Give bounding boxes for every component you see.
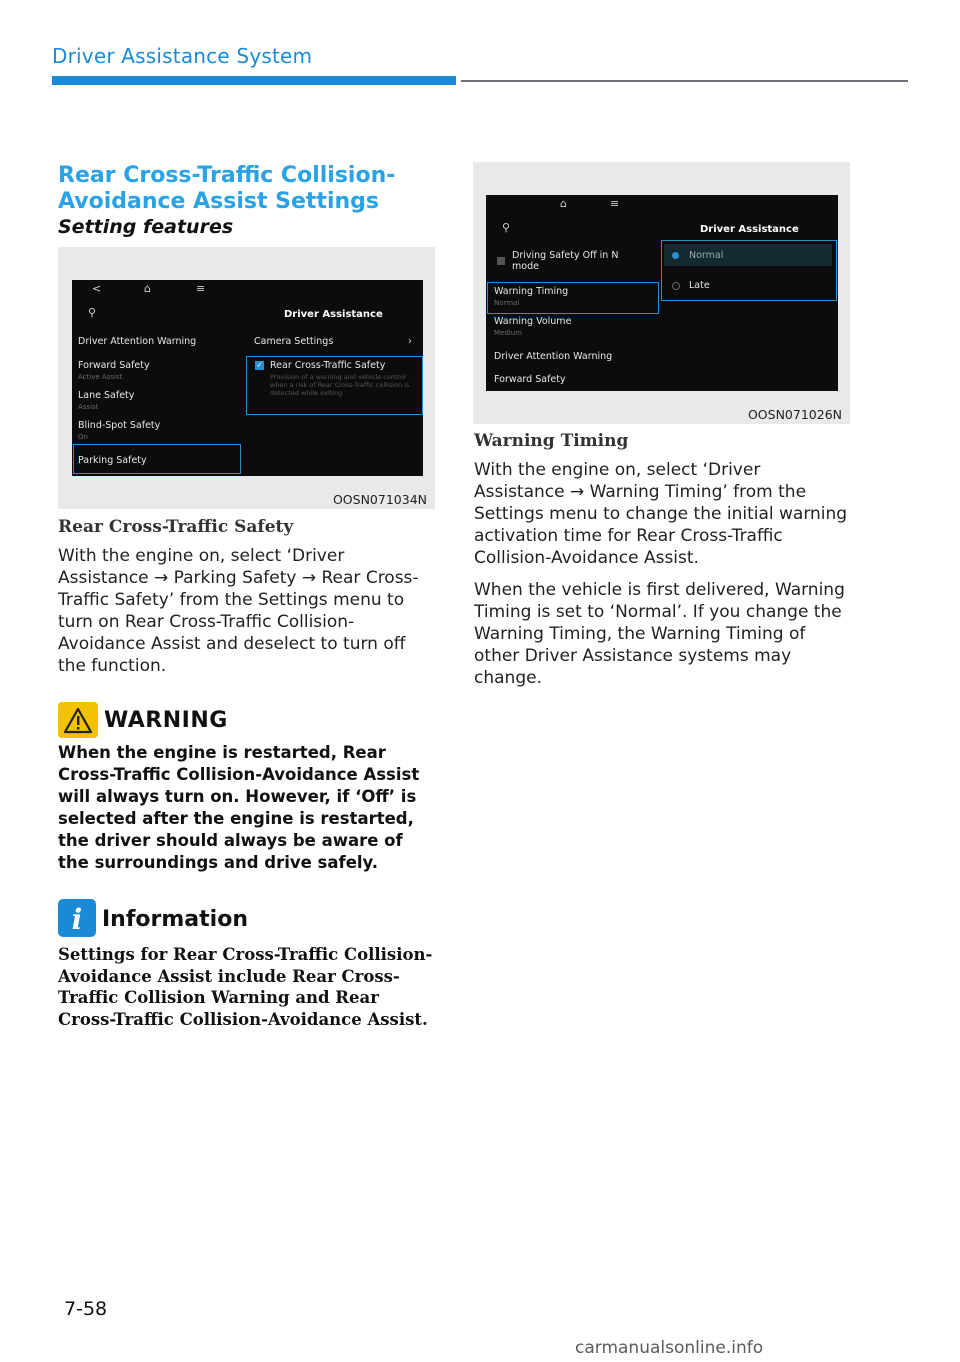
warning-timing-paragraph-1: With the engine on, select ‘Driver Assistance → Warning Timing’ from the Settings menu to change the initial warning activation time for Rear Cross-Traffic Collision-Avoidance Assist. — [474, 460, 848, 568]
page-number: 7-58 — [64, 1298, 108, 1320]
figure-2-code: OOSN071026N — [747, 407, 842, 422]
search-icon: ⚲ — [88, 306, 97, 319]
warning-body: When the engine is restarted, Rear Cross-Traffic Collision-Avoidance Assist will always turn on. However, if ‘Off’ is selected after the engine is restarted, the driver should always be aware of the surroundings and drive safely. — [58, 743, 420, 872]
screen-title: Driver Assistance — [284, 309, 383, 320]
section-title-line2: Avoidance Assist Settings — [58, 189, 379, 214]
menu-item-warning-timing: Warning Timing — [494, 286, 569, 297]
rcts-paragraph: With the engine on, select ‘Driver Assistance → Parking Safety → Rear Cross-Traffic Safety’ from the Settings menu to turn on Rear Cross-Traffic Collision-Avoidance Assist and deselect to turn off the function. — [58, 546, 419, 676]
menu-item-parking-safety: Parking Safety — [78, 455, 147, 466]
menu-item-blind-spot-sub: On — [78, 433, 88, 441]
figure-1 — [58, 247, 435, 509]
radio-selected-icon — [672, 252, 679, 259]
rcts-heading: Rear Cross-Traffic Safety — [58, 517, 294, 537]
rcts-body — [58, 545, 436, 687]
rcts-option-label: Rear Cross-Traffic Safety — [270, 360, 386, 371]
figure-2 — [473, 162, 850, 424]
section-title-line1: Rear Cross-Traffic Collision- — [58, 163, 396, 188]
menu-item-forward-safety: Forward Safety — [78, 360, 150, 371]
home-icon: ⌂ — [560, 197, 567, 210]
menu-item-lane-safety-sub: Assist — [78, 403, 99, 411]
menu-item-lane-safety: Lane Safety — [78, 390, 135, 401]
camera-settings-label: Camera Settings — [254, 336, 334, 347]
radio-unselected-icon — [672, 282, 680, 290]
menu-icon: ≡ — [610, 197, 620, 210]
checkbox-checked-icon: ✓ — [256, 361, 263, 369]
figure-2-screen — [486, 195, 838, 391]
watermark[interactable]: carmanualsonline.info — [575, 1338, 764, 1358]
screen-title: Driver Assistance — [700, 224, 799, 235]
warning-icon — [58, 702, 98, 738]
chevron-right-icon: › — [408, 336, 412, 347]
menu-item-warning-timing-sub: Normal — [494, 299, 520, 307]
header-rule — [461, 80, 908, 82]
menu-item-n-mode: Driving Safety Off in N mode — [512, 250, 619, 272]
running-header: Driver Assistance System — [52, 44, 313, 68]
search-icon: ⚲ — [502, 221, 511, 234]
menu-item-warning-volume-sub: Medium — [494, 329, 522, 337]
menu-icon: ≡ — [196, 282, 206, 295]
warning-title: WARNING — [104, 708, 228, 733]
home-icon: ⌂ — [144, 282, 151, 295]
rcts-option-desc: Provision of a warning and vehicle control when a risk of Rear Cross-Traffic collision is detected while exiting — [270, 373, 410, 397]
svg-text:i: i — [71, 903, 83, 936]
option-late: Late — [689, 280, 710, 291]
menu-item-forward-safety-sub: Active Assist — [78, 373, 123, 381]
menu-item-forward-safety: Forward Safety — [494, 374, 566, 385]
header-rule-accent — [52, 76, 456, 85]
menu-item-driver-attention: Driver Attention Warning — [494, 351, 613, 362]
figure-1-code: OOSN071034N — [332, 492, 427, 507]
warning-timing-heading: Warning Timing — [474, 431, 629, 451]
checkbox-icon — [497, 257, 505, 265]
info-title: Information — [102, 907, 248, 932]
option-normal: Normal — [689, 250, 724, 261]
warning-timing-body — [474, 459, 854, 699]
menu-item-blind-spot: Blind-Spot Safety — [78, 420, 161, 431]
section-subtitle: Setting features — [58, 216, 234, 238]
menu-item-warning-volume: Warning Volume — [494, 316, 572, 327]
figure-1-screen — [72, 280, 423, 476]
back-icon: < — [92, 282, 102, 295]
section-title — [58, 163, 438, 215]
info-body: Settings for Rear Cross-Traffic Collision-Avoidance Assist include Rear Cross-Traffic Collision Warning and Rear Cross-Traffic Collision-Avoidance Assist. — [58, 945, 433, 1029]
menu-item-driver-attention: Driver Attention Warning — [78, 336, 197, 347]
info-icon — [58, 899, 96, 937]
warning-timing-paragraph-2: When the vehicle is first delivered, Warning Timing is set to ‘Normal’. If you change the Warning Timing, the Warning Timing of other Driver Assistance systems may change. — [474, 580, 845, 688]
